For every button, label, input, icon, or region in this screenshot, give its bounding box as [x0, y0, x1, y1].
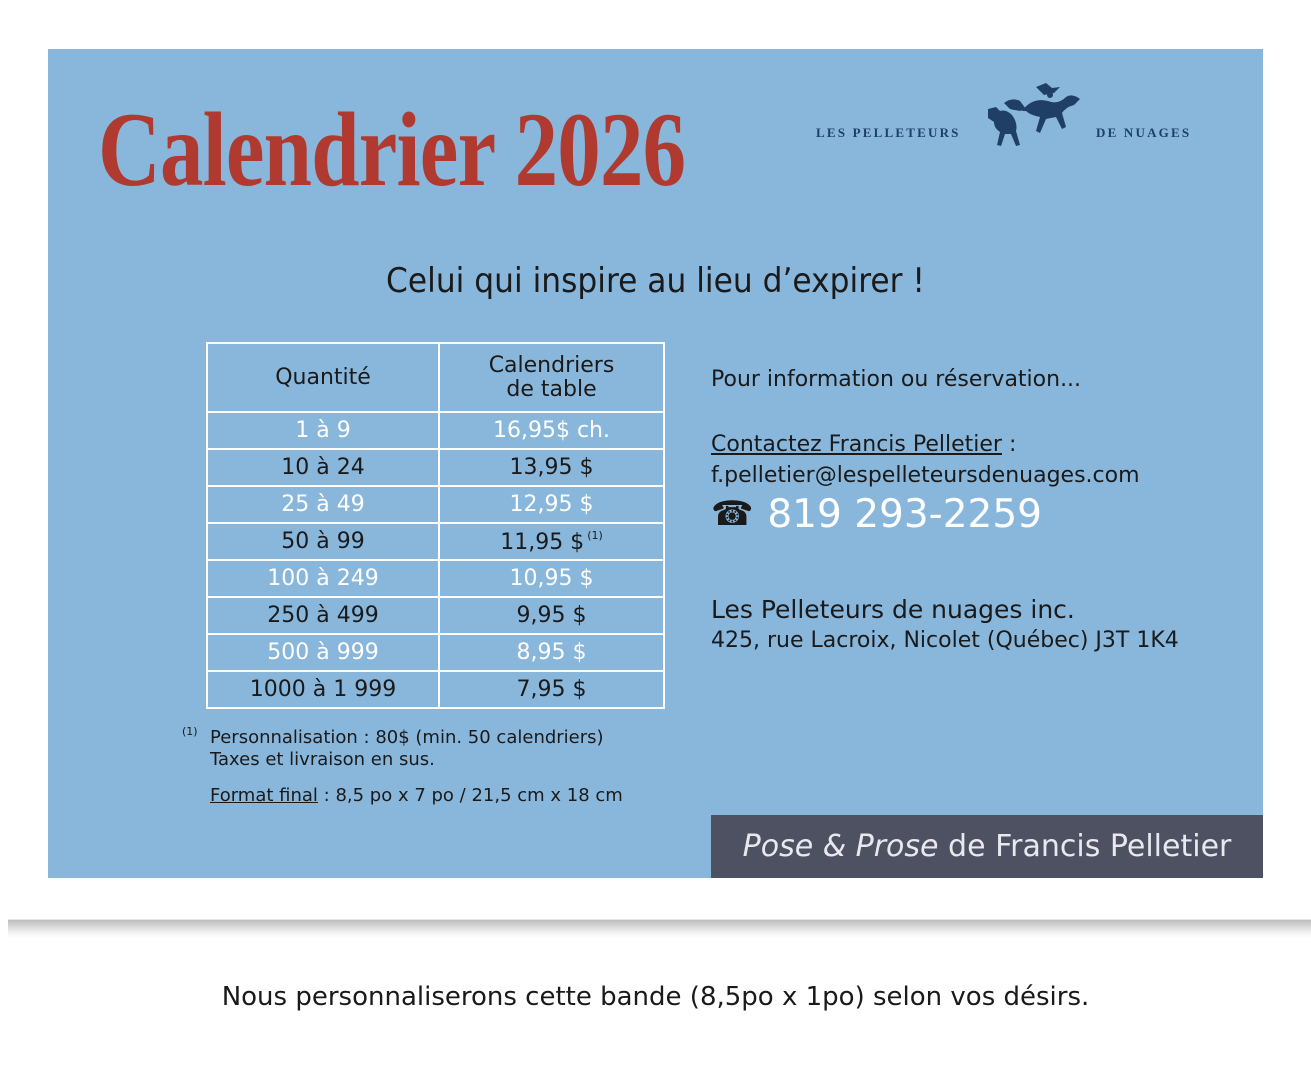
- qty-cell: 500 à 999: [207, 634, 439, 671]
- price-cell: [439, 523, 664, 560]
- band-rest: de Francis Pelletier: [938, 829, 1232, 864]
- contact-line: [711, 432, 1179, 457]
- band-italic: Pose & Prose: [742, 829, 939, 864]
- qty-cell: 100 à 249: [207, 560, 439, 597]
- horses-riders-logo-icon: [974, 81, 1094, 161]
- page-title: Calendrier 2026: [98, 91, 686, 208]
- caption: Nous personnaliserons cette bande (8,5po x 1po) selon vos désirs.: [221, 982, 1090, 1012]
- qty-cell: 10 à 24: [207, 449, 439, 486]
- header-calendars: [439, 343, 664, 412]
- info-text: Pour information ou réservation...: [711, 367, 1082, 392]
- brand-logo: [814, 81, 1209, 161]
- footnote-personalisation: Personnalisation : 80$ (min. 50 calendriers): [210, 727, 604, 748]
- table-row: [207, 597, 664, 634]
- tagline: Celui qui inspire au lieu d’expirer !: [386, 261, 925, 301]
- contact-suffix: :: [1001, 432, 1017, 457]
- calendar-card: [48, 49, 1263, 878]
- price-cell: 8,95 $: [439, 634, 664, 671]
- table-row: [207, 634, 664, 671]
- price-value: 11,95 $: [500, 529, 585, 555]
- qty-cell: 1000 à 1 999: [207, 671, 439, 708]
- table-row: [207, 560, 664, 597]
- price-table: [206, 342, 665, 709]
- phone-line: [711, 492, 1179, 537]
- personalised-band: [711, 815, 1263, 878]
- footnotes: [182, 727, 623, 807]
- card-shadow: [8, 919, 1311, 938]
- format-value: : 8,5 po x 7 po / 21,5 cm x 18 cm: [317, 785, 623, 806]
- phone-icon: ☎: [711, 494, 754, 534]
- price-cell: 9,95 $: [439, 597, 664, 634]
- logo-text-left: LES PELLETEURS: [816, 125, 961, 140]
- email-link[interactable]: f.pelletier@lespelleteursdenuages.com: [711, 463, 1140, 488]
- price-cell: 12,95 $: [439, 486, 664, 523]
- qty-cell: 1 à 9: [207, 412, 439, 449]
- phone-number[interactable]: 819 293-2259: [767, 492, 1042, 537]
- price-cell: 10,95 $: [439, 560, 664, 597]
- format-line: [210, 785, 623, 807]
- footnote-marker: (1): [587, 528, 603, 542]
- qty-cell: 25 à 49: [207, 486, 439, 523]
- table-row: [207, 523, 664, 560]
- company-name: Les Pelleteurs de nuages inc.: [711, 595, 1075, 624]
- format-label: Format final: [210, 785, 318, 806]
- qty-cell: 250 à 499: [207, 597, 439, 634]
- price-table-header: [207, 343, 664, 412]
- table-row: [207, 671, 664, 708]
- table-row: [207, 486, 664, 523]
- table-row: [207, 412, 664, 449]
- contact-link[interactable]: Contactez Francis Pelletier: [711, 432, 1002, 457]
- logo-text-right: DE NUAGES: [1096, 125, 1192, 140]
- price-cell: 13,95 $: [439, 449, 664, 486]
- header-calendars-line2: de table: [506, 376, 597, 402]
- footnote-taxes: Taxes et livraison en sus.: [210, 749, 435, 770]
- company-address: 425, rue Lacroix, Nicolet (Québec) J3T 1K4: [711, 628, 1179, 653]
- price-cell: 16,95$ ch.: [439, 412, 664, 449]
- contact-block: [711, 367, 1179, 653]
- header-calendars-line1: Calendriers: [488, 352, 615, 378]
- qty-cell: 50 à 99: [207, 523, 439, 560]
- price-cell: 7,95 $: [439, 671, 664, 708]
- header-quantity: Quantité: [207, 343, 439, 412]
- table-row: [207, 449, 664, 486]
- footnote-mark: (1): [182, 725, 198, 738]
